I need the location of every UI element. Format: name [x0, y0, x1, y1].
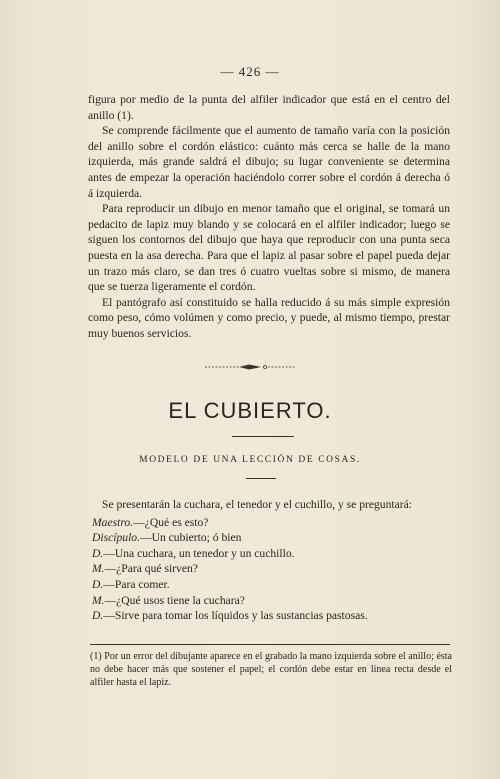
dialog-line [92, 561, 450, 577]
dialog-line [92, 546, 450, 562]
dialog-speaker: D. [92, 546, 104, 560]
dialog-speaker: D. [92, 577, 104, 591]
dialog-text: —Para comer. [103, 577, 170, 591]
paragraph: figura por medio de la punta del alfiler indicador que está en el centro del anillo (1). [88, 93, 450, 122]
footnote-rule [90, 644, 450, 645]
dialog-text: —¿Qué es esto? [133, 515, 209, 529]
dialog-line [92, 593, 450, 609]
dialog-speaker: M. [92, 562, 105, 576]
dialog-line [92, 530, 450, 546]
dialog-text: —¿Para qué sirven? [104, 562, 198, 576]
dialog-speaker: M. [92, 593, 105, 607]
dialog-line [92, 577, 450, 593]
footnote [90, 650, 452, 689]
dialog-speaker: Discípulo. [92, 531, 140, 545]
ornament-divider [205, 362, 295, 372]
paragraph: Se comprende fácilmente que el aumento de tamaño varía con la posición del anillo sobre el cordón elástico: cuánto más cerca se halle de la mano izquierda, más grande saldrá el dibujo; su lugar conveniente se determina antes de empezar la operación haciéndolo correr sobre el cordón á derecha ó á izquierda. [88, 124, 450, 200]
dialog-text: —Una cuchara, un tenedor y un cuchillo. [103, 546, 295, 560]
paragraph: El pantógrafo así constituido se halla reducido á su más simple expresión como peso, cómo volúmen y como precio, y puede, al mismo tiempo, prestar muy buenos servicios. [88, 295, 450, 340]
intro-text [88, 92, 450, 342]
dialog-line [92, 515, 450, 531]
dialog-speaker: D. [92, 609, 104, 623]
dialog-text: —Sirve para tomar los líquidos y las sustancias pastosas. [103, 609, 368, 623]
page-number: — 426 — [220, 64, 280, 79]
dialog-speaker: Maestro. [92, 515, 134, 529]
dialog-text: —Un cubierto; ó bien [139, 531, 242, 545]
lesson-intro: Se presentarán la cuchara, el tenedor y el cuchillo, y se preguntará: [102, 498, 412, 511]
dialog-text: —¿Qué usos tiene la cuchara? [104, 593, 245, 607]
paragraph: Para reproducir un dibujo en menor tamaño que el original, se tomará un pedacito de lapiz muy blando y se colocará en el alfiler indicador; luego se siguen los contornos del dibujo que haya que reproducir con una punta seca puesta en la asa derecha. Para que el lapiz al pasar sobre el papel pueda dejar un trazo más claro, se dan tres ó cuatro vueltas sobre si mismo, de manera que se tuerza ligeramente el cordón. [88, 202, 450, 294]
section-subtitle: MODELO DE UNA LECCIÓN DE COSAS. [139, 455, 361, 465]
dialog-line [92, 608, 450, 624]
title-rule [232, 436, 294, 437]
lesson-text [88, 497, 450, 624]
subtitle-rule [246, 478, 276, 479]
section-title: EL CUBIERTO. [168, 398, 332, 423]
footnote-text: (1) Por un error del dibujante aparece en el grabado la mano izquierda sobre el anillo; ésta no debe hacer más que sostener el papel; el cordón debe estar en línea recta desde el alfiler hasta el lapiz. [90, 651, 452, 688]
dialog-list [92, 515, 450, 624]
